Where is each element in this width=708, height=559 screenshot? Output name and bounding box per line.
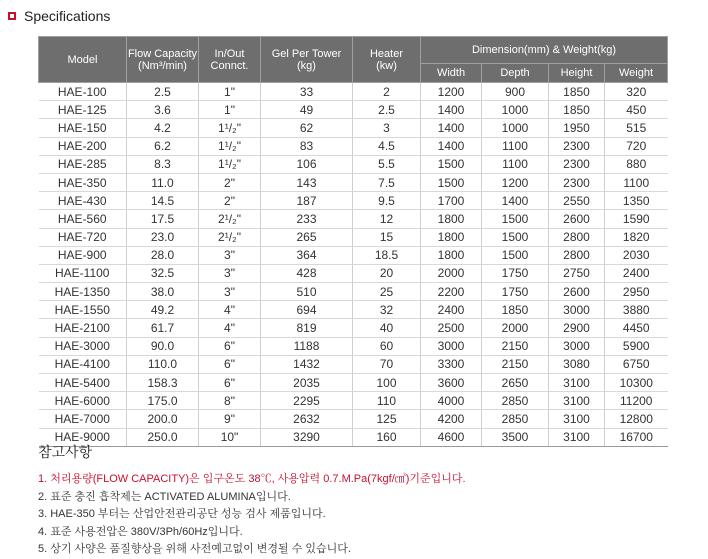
cell-height: 2600 <box>549 210 605 228</box>
cell-inout-connection: 2¹/₂" <box>199 210 261 228</box>
table-row <box>39 210 668 228</box>
cell-flow-capacity: 8.3 <box>127 155 199 173</box>
cell-height: 2300 <box>549 137 605 155</box>
cell-depth: 900 <box>482 83 549 101</box>
cell-depth: 2850 <box>482 392 549 410</box>
cell-model: HAE-1100 <box>39 264 127 282</box>
cell-heater: 2 <box>353 83 421 101</box>
note-item: 4. 표준 사용전압은 380V/3Ph/60Hz입니다. <box>38 525 243 538</box>
cell-width: 2200 <box>421 283 482 301</box>
cell-model: HAE-100 <box>39 83 127 101</box>
cell-height: 3100 <box>549 374 605 392</box>
cell-gel-per-tower: 187 <box>261 192 353 210</box>
cell-inout-connection: 4" <box>199 301 261 319</box>
cell-flow-capacity: 49.2 <box>127 301 199 319</box>
cell-weight: 5900 <box>605 337 668 355</box>
cell-heater: 9.5 <box>353 192 421 210</box>
cell-heater: 18.5 <box>353 246 421 264</box>
cell-width: 1200 <box>421 83 482 101</box>
cell-model: HAE-5400 <box>39 374 127 392</box>
cell-gel-per-tower: 33 <box>261 83 353 101</box>
cell-heater: 32 <box>353 301 421 319</box>
cell-flow-capacity: 250.0 <box>127 428 199 446</box>
cell-inout-connection: 1¹/₂" <box>199 137 261 155</box>
table-row <box>39 101 668 119</box>
cell-weight: 880 <box>605 155 668 173</box>
cell-width: 3300 <box>421 355 482 373</box>
cell-weight: 1100 <box>605 173 668 191</box>
cell-model: HAE-900 <box>39 246 127 264</box>
cell-depth: 1500 <box>482 210 549 228</box>
cell-width: 1500 <box>421 173 482 191</box>
cell-model: HAE-720 <box>39 228 127 246</box>
table-body <box>39 83 668 447</box>
cell-weight: 320 <box>605 83 668 101</box>
cell-width: 1800 <box>421 246 482 264</box>
cell-gel-per-tower: 510 <box>261 283 353 301</box>
cell-gel-per-tower: 83 <box>261 137 353 155</box>
cell-heater: 3 <box>353 119 421 137</box>
table-row <box>39 246 668 264</box>
cell-height: 2800 <box>549 228 605 246</box>
cell-width: 1700 <box>421 192 482 210</box>
cell-gel-per-tower: 2295 <box>261 392 353 410</box>
cell-height: 3100 <box>549 410 605 428</box>
cell-height: 2750 <box>549 264 605 282</box>
cell-flow-capacity: 158.3 <box>127 374 199 392</box>
cell-model: HAE-7000 <box>39 410 127 428</box>
header-model: Model <box>39 37 127 83</box>
section-header <box>8 6 110 26</box>
table-row <box>39 155 668 173</box>
cell-model: HAE-430 <box>39 192 127 210</box>
cell-gel-per-tower: 1188 <box>261 337 353 355</box>
cell-model: HAE-285 <box>39 155 127 173</box>
cell-weight: 6750 <box>605 355 668 373</box>
cell-heater: 40 <box>353 319 421 337</box>
cell-weight: 1350 <box>605 192 668 210</box>
cell-inout-connection: 9" <box>199 410 261 428</box>
cell-height: 2600 <box>549 283 605 301</box>
table-row <box>39 192 668 210</box>
table-row <box>39 228 668 246</box>
cell-weight: 720 <box>605 137 668 155</box>
cell-height: 2300 <box>549 155 605 173</box>
header-height: Height <box>549 64 605 83</box>
cell-weight: 12800 <box>605 410 668 428</box>
cell-model: HAE-200 <box>39 137 127 155</box>
cell-model: HAE-125 <box>39 101 127 119</box>
cell-width: 4200 <box>421 410 482 428</box>
cell-inout-connection: 1" <box>199 83 261 101</box>
cell-inout-connection: 3" <box>199 283 261 301</box>
cell-inout-connection: 4" <box>199 319 261 337</box>
cell-flow-capacity: 90.0 <box>127 337 199 355</box>
cell-heater: 70 <box>353 355 421 373</box>
table-row <box>39 119 668 137</box>
cell-depth: 1850 <box>482 301 549 319</box>
section-title: Specifications <box>24 8 111 24</box>
cell-inout-connection: 6" <box>199 374 261 392</box>
cell-weight: 11200 <box>605 392 668 410</box>
cell-width: 2500 <box>421 319 482 337</box>
table-row <box>39 319 668 337</box>
cell-weight: 2400 <box>605 264 668 282</box>
cell-depth: 3500 <box>482 428 549 446</box>
cell-weight: 1590 <box>605 210 668 228</box>
cell-weight: 515 <box>605 119 668 137</box>
cell-gel-per-tower: 2035 <box>261 374 353 392</box>
note-item: 1. 처리용량(FLOW CAPACITY)은 입구온도 38℃, 사용압력 0.7.M.Pa(7kgf/㎠)기준입니다. <box>38 473 466 485</box>
cell-flow-capacity: 14.5 <box>127 192 199 210</box>
cell-flow-capacity: 32.5 <box>127 264 199 282</box>
cell-width: 1400 <box>421 119 482 137</box>
table-row <box>39 137 668 155</box>
header-depth: Depth <box>482 64 549 83</box>
cell-gel-per-tower: 1432 <box>261 355 353 373</box>
cell-model: HAE-150 <box>39 119 127 137</box>
table-row <box>39 283 668 301</box>
header-gel-per-tower: Gel Per Tower (kg) <box>261 37 353 83</box>
cell-height: 2900 <box>549 319 605 337</box>
cell-inout-connection: 6" <box>199 355 261 373</box>
cell-width: 1400 <box>421 137 482 155</box>
cell-gel-per-tower: 49 <box>261 101 353 119</box>
cell-inout-connection: 3" <box>199 246 261 264</box>
cell-heater: 15 <box>353 228 421 246</box>
cell-flow-capacity: 61.7 <box>127 319 199 337</box>
cell-height: 1850 <box>549 83 605 101</box>
cell-heater: 7.5 <box>353 173 421 191</box>
cell-depth: 1000 <box>482 119 549 137</box>
cell-flow-capacity: 17.5 <box>127 210 199 228</box>
cell-model: HAE-3000 <box>39 337 127 355</box>
cell-height: 2800 <box>549 246 605 264</box>
cell-weight: 2030 <box>605 246 668 264</box>
cell-inout-connection: 8" <box>199 392 261 410</box>
cell-flow-capacity: 4.2 <box>127 119 199 137</box>
cell-depth: 2000 <box>482 319 549 337</box>
table-row <box>39 337 668 355</box>
table-row <box>39 301 668 319</box>
cell-depth: 1400 <box>482 192 549 210</box>
cell-weight: 4450 <box>605 319 668 337</box>
cell-gel-per-tower: 143 <box>261 173 353 191</box>
cell-flow-capacity: 200.0 <box>127 410 199 428</box>
cell-inout-connection: 1" <box>199 101 261 119</box>
cell-model: HAE-560 <box>39 210 127 228</box>
cell-height: 2550 <box>549 192 605 210</box>
table-row <box>39 264 668 282</box>
cell-gel-per-tower: 694 <box>261 301 353 319</box>
cell-inout-connection: 2" <box>199 173 261 191</box>
cell-heater: 2.5 <box>353 101 421 119</box>
header-dimension-weight: Dimension(mm) & Weight(kg) <box>421 37 668 64</box>
cell-depth: 1500 <box>482 228 549 246</box>
cell-heater: 125 <box>353 410 421 428</box>
cell-width: 4600 <box>421 428 482 446</box>
cell-gel-per-tower: 3290 <box>261 428 353 446</box>
square-bullet-icon <box>8 12 16 20</box>
cell-model: HAE-350 <box>39 173 127 191</box>
cell-weight: 3880 <box>605 301 668 319</box>
cell-depth: 2150 <box>482 355 549 373</box>
specifications-table <box>38 36 668 447</box>
cell-inout-connection: 6" <box>199 337 261 355</box>
cell-width: 1400 <box>421 101 482 119</box>
cell-height: 1850 <box>549 101 605 119</box>
cell-weight: 2950 <box>605 283 668 301</box>
cell-gel-per-tower: 233 <box>261 210 353 228</box>
cell-gel-per-tower: 364 <box>261 246 353 264</box>
cell-inout-connection: 1¹/₂" <box>199 119 261 137</box>
table-row <box>39 374 668 392</box>
cell-heater: 4.5 <box>353 137 421 155</box>
cell-flow-capacity: 175.0 <box>127 392 199 410</box>
cell-height: 3080 <box>549 355 605 373</box>
cell-depth: 1750 <box>482 283 549 301</box>
cell-width: 2400 <box>421 301 482 319</box>
cell-heater: 110 <box>353 392 421 410</box>
cell-flow-capacity: 38.0 <box>127 283 199 301</box>
table-row <box>39 173 668 191</box>
cell-flow-capacity: 3.6 <box>127 101 199 119</box>
cell-heater: 60 <box>353 337 421 355</box>
header-flow-capacity: Flow Capacity (Nm³/min) <box>127 37 199 83</box>
table-row <box>39 355 668 373</box>
cell-height: 3000 <box>549 337 605 355</box>
cell-depth: 2650 <box>482 374 549 392</box>
header-heater: Heater (kw) <box>353 37 421 83</box>
cell-weight: 1820 <box>605 228 668 246</box>
cell-heater: 12 <box>353 210 421 228</box>
cell-height: 3100 <box>549 428 605 446</box>
cell-depth: 1750 <box>482 264 549 282</box>
cell-width: 1800 <box>421 210 482 228</box>
cell-gel-per-tower: 265 <box>261 228 353 246</box>
note-item: 5. 상기 사양은 품질향상을 위해 사전예고없이 변경될 수 있습니다. <box>38 543 351 555</box>
cell-width: 1500 <box>421 155 482 173</box>
header-weight: Weight <box>605 64 668 83</box>
cell-depth: 1000 <box>482 101 549 119</box>
notes-section <box>38 442 466 559</box>
cell-height: 3000 <box>549 301 605 319</box>
cell-heater: 160 <box>353 428 421 446</box>
cell-flow-capacity: 6.2 <box>127 137 199 155</box>
table-row <box>39 392 668 410</box>
cell-inout-connection: 2¹/₂" <box>199 228 261 246</box>
note-item: 3. HAE-350 부터는 산업안전관리공단 성능 검사 제품입니다. <box>38 508 326 520</box>
cell-depth: 1500 <box>482 246 549 264</box>
cell-depth: 1200 <box>482 173 549 191</box>
cell-depth: 1100 <box>482 155 549 173</box>
cell-weight: 16700 <box>605 428 668 446</box>
cell-width: 2000 <box>421 264 482 282</box>
cell-heater: 20 <box>353 264 421 282</box>
cell-flow-capacity: 23.0 <box>127 228 199 246</box>
cell-gel-per-tower: 62 <box>261 119 353 137</box>
cell-height: 3100 <box>549 392 605 410</box>
cell-flow-capacity: 11.0 <box>127 173 199 191</box>
cell-inout-connection: 1¹/₂" <box>199 155 261 173</box>
cell-gel-per-tower: 428 <box>261 264 353 282</box>
cell-model: HAE-9000 <box>39 428 127 446</box>
cell-depth: 2150 <box>482 337 549 355</box>
cell-width: 1800 <box>421 228 482 246</box>
cell-inout-connection: 3" <box>199 264 261 282</box>
header-width: Width <box>421 64 482 83</box>
cell-model: HAE-2100 <box>39 319 127 337</box>
cell-width: 3000 <box>421 337 482 355</box>
cell-model: HAE-1350 <box>39 283 127 301</box>
table-header <box>39 37 668 83</box>
cell-height: 2300 <box>549 173 605 191</box>
cell-inout-connection: 10" <box>199 428 261 446</box>
header-inout-connection: In/Out Connct. <box>199 37 261 83</box>
table-row <box>39 83 668 101</box>
cell-heater: 5.5 <box>353 155 421 173</box>
note-item: 2. 표준 충진 흡착제는 ACTIVATED ALUMINA입니다. <box>38 490 291 503</box>
cell-gel-per-tower: 2632 <box>261 410 353 428</box>
cell-model: HAE-6000 <box>39 392 127 410</box>
cell-depth: 2850 <box>482 410 549 428</box>
cell-model: HAE-4100 <box>39 355 127 373</box>
cell-width: 3600 <box>421 374 482 392</box>
cell-inout-connection: 2" <box>199 192 261 210</box>
table-row <box>39 410 668 428</box>
cell-flow-capacity: 110.0 <box>127 355 199 373</box>
cell-width: 4000 <box>421 392 482 410</box>
cell-weight: 10300 <box>605 374 668 392</box>
cell-flow-capacity: 2.5 <box>127 83 199 101</box>
notes-title: 참고사항 <box>38 444 93 460</box>
cell-gel-per-tower: 819 <box>261 319 353 337</box>
cell-gel-per-tower: 106 <box>261 155 353 173</box>
cell-weight: 450 <box>605 101 668 119</box>
cell-depth: 1100 <box>482 137 549 155</box>
cell-flow-capacity: 28.0 <box>127 246 199 264</box>
cell-heater: 25 <box>353 283 421 301</box>
cell-heater: 100 <box>353 374 421 392</box>
cell-height: 1950 <box>549 119 605 137</box>
cell-model: HAE-1550 <box>39 301 127 319</box>
